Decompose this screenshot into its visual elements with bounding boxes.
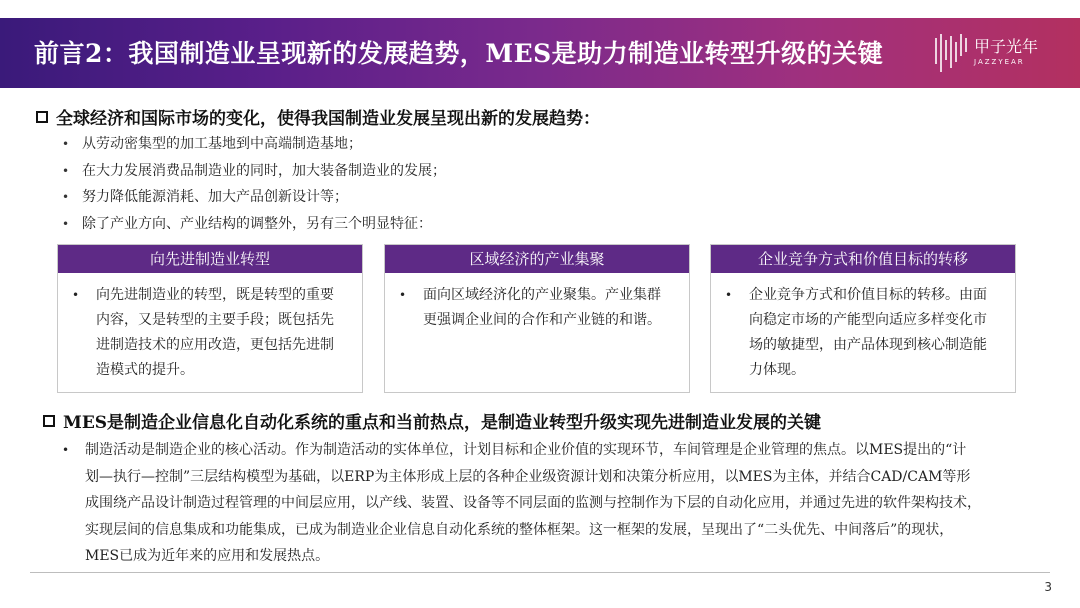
bullet-dot-icon: • <box>62 163 70 178</box>
section1-heading-text: 全球经济和国际市场的变化，使得我国制造业发展呈现出新的发展趋势： <box>56 109 600 129</box>
square-bullet-icon <box>36 111 48 123</box>
section2-heading <box>43 408 821 433</box>
bullet-dot-icon: • <box>62 216 70 231</box>
list-item: • 在大力发展消费品制造业的同时，加大装备制造业的发展； <box>62 158 446 185</box>
list-item: • 除了产业方向、产业结构的调整外，另有三个明显特征： <box>62 211 446 238</box>
section2-heading-text: MES是制造企业信息化自动化系统的重点和当前热点，是制造业转型升级实现先进制造业发展的关键 <box>63 413 822 433</box>
section1-heading <box>36 104 600 129</box>
bullet-dot-icon: • <box>62 443 70 457</box>
page-number: 3 <box>1044 580 1052 594</box>
mes-paragraph: • 制造活动是制造企业的核心活动。作为制造活动的实体单位，计划目标和企业价值的实现环节，车间管理是企业管理的焦点。以MES提出的“计 划—执行—控制”三层结构模型为基础，以ERP为主体形成上层的各种企业级资源计划和决策分析应用，以MES为主体，并结合CAD/CAM等形 成围绕产品设计制造过程管理的中间层应用，以产线、装置、设备等不同层面的监测与控制作为下层的自动化应用，并通过先进的软件架构技术， 实现层间的信息集成和功能集成，已成为制造业企业信息自动化系统的整体框架。这一框架的发展，呈现出了“二头优先、中间落后”的现状， MES已成为近年来的应用和发展热点。 <box>62 437 1052 570</box>
bullet-dot-icon: • <box>62 190 70 204</box>
card-body: • 向先进制造业的转型，既是转型的重要 内容，又是转型的主要手段；既包括先 进制造技术的应用改造，更包括先进制 造模式的提升。 <box>58 273 362 383</box>
page-title: 前言2：我国制造业呈现新的发展趋势，MES是助力制造业转型升级的关键 <box>34 39 884 68</box>
bullet-dot-icon: • <box>72 288 80 302</box>
bullet-dot-icon: • <box>725 288 733 302</box>
square-bullet-icon <box>43 415 55 427</box>
card-advanced-manufacturing <box>57 244 363 393</box>
card-competition-shift <box>710 244 1016 393</box>
bullet-dot-icon: • <box>399 288 407 302</box>
bullet-dot-icon: • <box>62 137 70 151</box>
card-title: 企业竞争方式和价值目标的转移 <box>711 245 1015 273</box>
card-industry-cluster <box>384 244 690 393</box>
footer-divider <box>30 572 1050 573</box>
logo-text: 甲子光年 <box>974 37 1039 56</box>
logo-subtext: JAZZYEAR <box>974 58 1025 66</box>
card-title: 区域经济的产业集聚 <box>385 245 689 273</box>
card-body: • 面向区域经济化的产业聚集。产业集群 更强调企业间的合作和产业链的和谐。 <box>385 273 689 333</box>
trend-list <box>62 131 446 237</box>
list-item: • 从劳动密集型的加工基地到中高端制造基地； <box>62 131 446 158</box>
logo <box>934 32 1052 78</box>
card-title: 向先进制造业转型 <box>58 245 362 273</box>
card-body: • 企业竞争方式和价值目标的转移。由面 向稳定市场的产能型向适应多样变化市 场的敏捷型，由产品体现到核心制造能 力体现。 <box>711 273 1015 383</box>
logo-mark-icon <box>934 34 968 74</box>
list-item: • 努力降低能源消耗、加大产品创新设计等； <box>62 184 446 211</box>
title-banner <box>0 18 1080 88</box>
